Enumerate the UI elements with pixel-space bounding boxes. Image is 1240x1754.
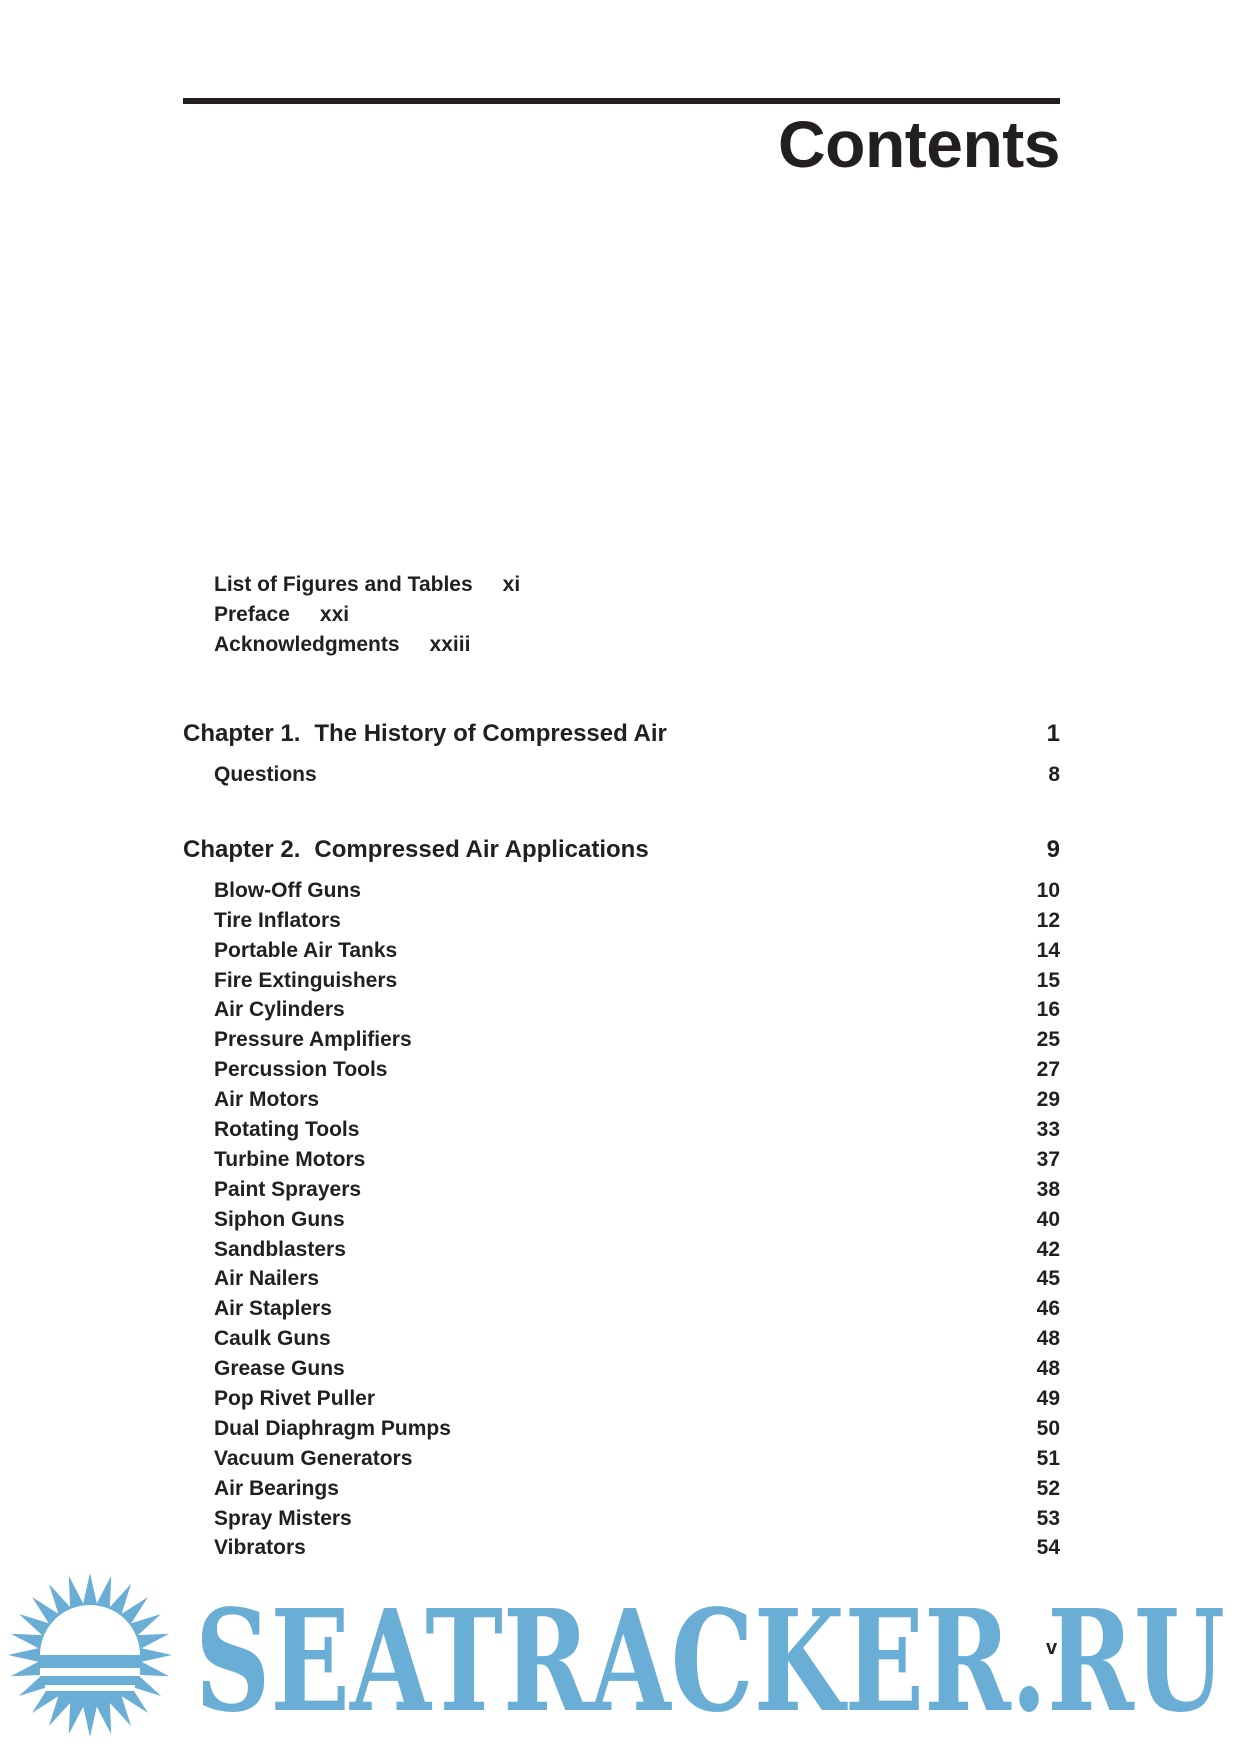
toc-entry[interactable]	[183, 936, 1060, 966]
toc-entry-label: Air Cylinders	[214, 998, 345, 1022]
page-title: Contents	[778, 107, 1060, 181]
chapter-page: 1	[1046, 720, 1060, 747]
toc-entry-page: 49	[1036, 1387, 1060, 1411]
header-rule	[183, 98, 1060, 104]
toc-entry-page: 46	[1036, 1297, 1060, 1321]
toc-entry-page: 33	[1036, 1118, 1060, 1142]
toc-entry-label: Air Bearings	[214, 1476, 339, 1500]
toc-entry-page: 25	[1036, 1028, 1060, 1052]
toc-entry[interactable]	[183, 1504, 1060, 1534]
toc-entry-label: Turbine Motors	[214, 1147, 366, 1171]
toc-entry-page: 54	[1036, 1536, 1060, 1560]
toc-entry-label: Pop Rivet Puller	[214, 1387, 376, 1411]
front-matter-page: xxiii	[429, 633, 471, 656]
toc-entry-label: Vibrators	[214, 1536, 306, 1560]
front-matter-item[interactable]	[214, 630, 520, 660]
toc-entry-page: 52	[1036, 1476, 1060, 1500]
toc-entry[interactable]	[183, 760, 1060, 790]
chapter-number: Chapter 1.	[183, 720, 301, 747]
chapter-entries	[183, 876, 1060, 1563]
toc-entry[interactable]	[183, 1175, 1060, 1205]
toc-entry[interactable]	[183, 1264, 1060, 1294]
toc-entry[interactable]	[183, 1414, 1060, 1444]
toc-entry-label: Pressure Amplifiers	[214, 1028, 412, 1052]
toc-entry[interactable]	[183, 1025, 1060, 1055]
front-matter-page: xi	[502, 573, 521, 596]
toc-entry-page: 27	[1036, 1058, 1060, 1082]
sun-icon	[8, 1573, 172, 1737]
toc-entry-page: 12	[1036, 908, 1060, 932]
toc-entry-page: 42	[1036, 1237, 1060, 1261]
toc-entry-page: 40	[1036, 1207, 1060, 1231]
chapter-1	[183, 718, 1060, 790]
chapter-entries	[183, 760, 1060, 790]
toc-entry-page: 50	[1036, 1416, 1060, 1440]
toc-entry-page: 45	[1036, 1267, 1060, 1291]
toc-entry-label: Fire Extinguishers	[214, 968, 398, 992]
toc-entry-label: Portable Air Tanks	[214, 938, 398, 962]
chapter-number: Chapter 2.	[183, 835, 301, 863]
chapter-heading[interactable]	[183, 834, 1060, 866]
toc-entry[interactable]	[183, 1294, 1060, 1324]
front-matter-item[interactable]	[214, 570, 520, 600]
toc-entry-label: Rotating Tools	[214, 1118, 360, 1142]
table-of-contents	[183, 718, 1060, 1607]
toc-entry[interactable]	[183, 1533, 1060, 1563]
front-matter-page: xxi	[319, 603, 350, 626]
toc-entry[interactable]	[183, 906, 1060, 936]
front-matter-label: Preface	[214, 603, 290, 626]
toc-entry[interactable]	[183, 1145, 1060, 1175]
chapter-heading[interactable]	[183, 718, 1060, 750]
chapter-2	[183, 834, 1060, 1563]
toc-entry-page: 16	[1036, 998, 1060, 1022]
chapter-title: Compressed Air Applications	[314, 835, 649, 863]
toc-entry[interactable]	[183, 1474, 1060, 1504]
toc-entry[interactable]	[183, 1205, 1060, 1235]
toc-entry-page: 38	[1036, 1177, 1060, 1201]
toc-entry[interactable]	[183, 1235, 1060, 1265]
front-matter-list	[214, 570, 520, 660]
toc-entry-label: Grease Guns	[214, 1357, 345, 1381]
toc-entry-label: Dual Diaphragm Pumps	[214, 1416, 451, 1440]
watermark-text: SEATRACKER.RU	[195, 1580, 1225, 1744]
toc-entry-label: Caulk Guns	[214, 1327, 331, 1351]
page-number: v	[1046, 1637, 1058, 1659]
toc-entry[interactable]	[183, 876, 1060, 906]
front-matter-label: List of Figures and Tables	[214, 573, 473, 596]
toc-entry-page: 48	[1036, 1327, 1060, 1351]
toc-entry[interactable]	[183, 1384, 1060, 1414]
toc-entry-page: 51	[1036, 1446, 1060, 1470]
toc-entry-label: Spray Misters	[214, 1506, 352, 1530]
toc-entry-page: 48	[1036, 1357, 1060, 1381]
front-matter-label: Acknowledgments	[214, 633, 400, 656]
toc-entry-page: 10	[1036, 878, 1060, 902]
toc-entry[interactable]	[183, 1444, 1060, 1474]
toc-entry-label: Air Staplers	[214, 1297, 332, 1321]
chapter-page: 9	[1046, 835, 1060, 863]
toc-entry-label: Paint Sprayers	[214, 1177, 362, 1201]
toc-entry-page: 37	[1036, 1147, 1060, 1171]
toc-entry-label: Vacuum Generators	[214, 1446, 413, 1470]
toc-entry[interactable]	[183, 1055, 1060, 1085]
front-matter-item[interactable]	[214, 600, 520, 630]
toc-entry[interactable]	[183, 1085, 1060, 1115]
toc-entry-page: 15	[1036, 968, 1060, 992]
toc-entry-page: 14	[1036, 938, 1060, 962]
toc-entry-label: Air Nailers	[214, 1267, 320, 1291]
toc-entry-label: Air Motors	[214, 1088, 319, 1112]
toc-entry-page: 8	[1048, 763, 1060, 786]
toc-entry[interactable]	[183, 966, 1060, 996]
toc-entry-label: Sandblasters	[214, 1237, 346, 1261]
toc-entry-label: Tire Inflators	[214, 908, 341, 932]
toc-entry[interactable]	[183, 1324, 1060, 1354]
toc-entry[interactable]	[183, 1354, 1060, 1384]
toc-entry-page: 53	[1036, 1506, 1060, 1530]
toc-entry-page: 29	[1036, 1088, 1060, 1112]
toc-entry-label: Percussion Tools	[214, 1058, 388, 1082]
chapter-title: The History of Compressed Air	[314, 720, 667, 747]
toc-entry-label: Siphon Guns	[214, 1207, 345, 1231]
toc-entry[interactable]	[183, 995, 1060, 1025]
toc-entry-label: Blow-Off Guns	[214, 878, 361, 902]
toc-entry-label: Questions	[214, 763, 317, 786]
toc-entry[interactable]	[183, 1115, 1060, 1145]
